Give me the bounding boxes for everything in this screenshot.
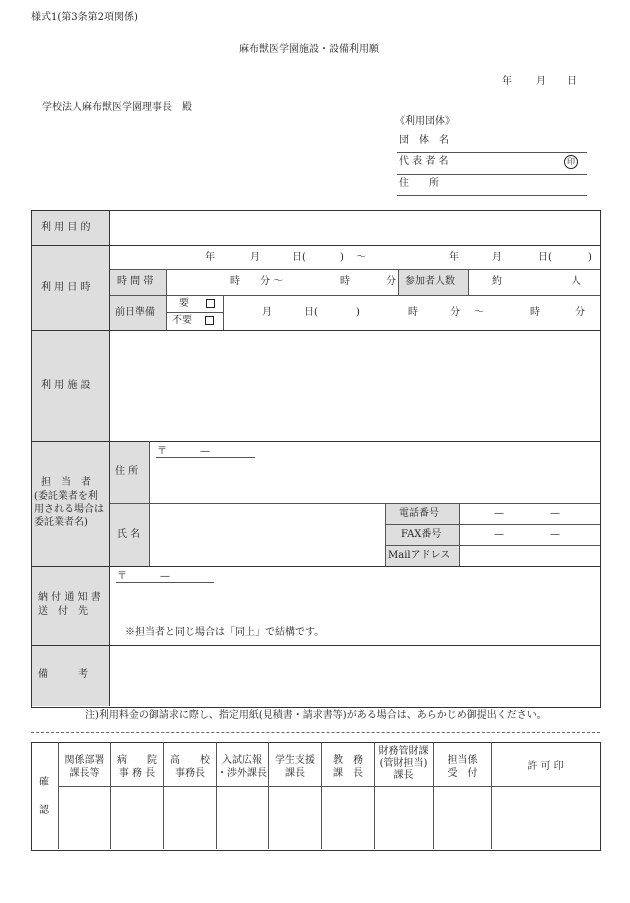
- approval-col-text: 課長: [285, 768, 305, 779]
- prep-tilde: 〜: [474, 307, 484, 318]
- period-month-2: 月: [492, 252, 502, 263]
- approval-col-text: 許 可 印: [527, 761, 564, 772]
- prep-need-checkbox[interactable]: [206, 299, 215, 308]
- prep-no-need-option[interactable]: [172, 315, 214, 327]
- prep-minute-2: 分: [575, 307, 585, 318]
- applicant-address-line: [397, 195, 587, 196]
- period-day-1: 日(: [292, 252, 306, 263]
- org-name-line: [397, 152, 587, 153]
- seal-mark: 印: [564, 155, 578, 169]
- notice-postal-line: [116, 582, 214, 583]
- approval-col-text: 課 長: [333, 768, 363, 779]
- prep-hour-2: 時: [530, 307, 540, 318]
- prep-need-label: 要: [179, 298, 189, 309]
- period-month-1: 月: [250, 252, 260, 263]
- contact-note-2: 用される場合は: [34, 504, 104, 515]
- period-paren-1: ): [340, 252, 344, 263]
- approval-col-text: (管財担当): [379, 758, 428, 769]
- approval-col-student-support: [269, 754, 321, 780]
- contact-address-label: 住 所: [115, 466, 139, 477]
- approval-col-text: 教 務: [333, 755, 363, 766]
- notice-postal-dash: —: [160, 571, 170, 582]
- applicant-address-label: 住 所: [399, 178, 439, 189]
- contact-note-1: (委託業者を利: [34, 491, 98, 502]
- row-divider: [166, 312, 223, 313]
- period-year-1: 年: [205, 252, 215, 263]
- approval-col-text: 病 院: [117, 755, 157, 766]
- approval-col-text: 財務管財課: [378, 746, 429, 757]
- participants-label: 参加者人数: [405, 276, 455, 287]
- facility-label: 利 用 施 設: [41, 380, 91, 391]
- row-divider: [31, 245, 600, 246]
- period-day-2: 日(: [538, 252, 552, 263]
- approval-col-text: ・渉外課長: [217, 768, 267, 779]
- time-hour-1: 時: [230, 276, 240, 287]
- col-divider: [385, 503, 386, 566]
- form-number: 様式1(第3条第2項関係): [31, 12, 138, 23]
- approval-col-text: 受 付: [447, 768, 478, 779]
- approval-col-hospital: [111, 754, 163, 780]
- approval-col-dept: [59, 754, 110, 780]
- approval-header-divider: [58, 786, 600, 787]
- approval-col-text: 事 務 長: [118, 768, 156, 779]
- period-tilde: 〜: [356, 252, 366, 263]
- notice-postal-mark: 〒: [117, 571, 127, 582]
- prep-no-need-checkbox[interactable]: [205, 316, 214, 325]
- period-paren-2: ): [588, 252, 592, 263]
- approval-col-text: 担当係: [447, 755, 478, 766]
- approval-col-text: 入試広報: [222, 755, 262, 766]
- tel-label: 電話番号: [399, 508, 439, 519]
- prep-month: 月: [262, 307, 272, 318]
- approval-col-text: 課長等: [69, 768, 100, 779]
- prep-paren: ): [356, 307, 360, 318]
- remarks-label: 備 考: [38, 669, 88, 680]
- footnote: 注)利用料金の御請求に際し、指定用紙(見積書・請求書等)がある場合は、あらかじめ御提出ください。: [85, 710, 547, 721]
- approval-col-text: 関係部署: [64, 755, 105, 766]
- row-divider: [31, 330, 600, 331]
- org-name-label: 団 体 名: [399, 135, 449, 146]
- representative-label: 代 表 者 名: [399, 156, 449, 167]
- prep-need-option[interactable]: [179, 298, 215, 310]
- col-divider: [459, 503, 460, 566]
- contact-postal-mark: 〒: [157, 446, 167, 457]
- approval-col-text: 事務長: [175, 768, 205, 779]
- contact-label: 担 当 者: [41, 477, 91, 488]
- approval-col-receptionist: [434, 754, 491, 780]
- same-note: ※担当者と同じ場合は「同上」で結構です。: [125, 627, 325, 638]
- fax-label: FAX番号: [401, 529, 442, 540]
- time-minute-1: 分 〜: [260, 276, 284, 287]
- col-divider: [398, 269, 399, 295]
- prep-minute-1: 分: [450, 307, 460, 318]
- approval-col-finance: [374, 746, 433, 782]
- col-divider: [468, 269, 469, 295]
- fax-dash-2: —: [550, 529, 560, 540]
- prep-hour-1: 時: [408, 307, 418, 318]
- timeslot-label: 時 間 帯: [117, 276, 154, 287]
- approval-col-permission-seal: [492, 760, 599, 773]
- label-column-divider: [109, 210, 110, 706]
- row-divider: [31, 645, 600, 646]
- col-divider: [149, 441, 150, 566]
- approval-col-academic: [322, 754, 374, 780]
- approval-col-text: 学生支援: [275, 755, 315, 766]
- approval-col-highschool: [164, 754, 216, 780]
- applicant-section-title: 《利用団体》: [395, 116, 455, 127]
- contact-postal-line: [156, 457, 255, 458]
- contact-note-3: 委託業者名): [34, 517, 88, 528]
- purpose-label: 利 用 目 的: [41, 222, 91, 233]
- time-hour-2: 時: [340, 276, 350, 287]
- prep-label: 前日準備: [115, 307, 155, 318]
- row-divider: [31, 566, 600, 567]
- col-divider: [166, 269, 167, 330]
- representative-line: [397, 174, 587, 175]
- approval-col-text: 高 校: [170, 755, 210, 766]
- row-divider: [31, 441, 600, 442]
- datetime-label: 利 用 日 時: [41, 282, 91, 293]
- notice-label-2: 送 付 先: [38, 606, 88, 617]
- addressee: 学校法人麻布獣医学園理事長 殿: [42, 102, 192, 113]
- row-divider: [109, 269, 600, 270]
- fax-dash-1: —: [494, 529, 504, 540]
- tel-dash-1: —: [494, 508, 504, 519]
- participants-approx: 約: [492, 276, 502, 287]
- notice-label: 納 付 通 知 書: [38, 592, 101, 603]
- tel-dash-2: —: [550, 508, 560, 519]
- date-day-label: 日: [567, 76, 577, 87]
- row-divider: [109, 295, 600, 296]
- row-divider: [109, 503, 600, 504]
- page-title: 麻布獣医学園施設・設備利用願: [239, 44, 379, 55]
- participants-unit: 人: [571, 276, 581, 287]
- prep-day: 日(: [304, 307, 318, 318]
- contact-postal-dash: —: [200, 446, 210, 457]
- cut-line: [31, 732, 600, 733]
- period-year-2: 年: [449, 252, 459, 263]
- approval-col-divider: [491, 742, 492, 849]
- confirm-label-2: 認: [39, 805, 49, 816]
- confirm-label-1: 確: [39, 777, 49, 788]
- date-month-label: 月: [536, 76, 546, 87]
- date-year-label: 年: [502, 76, 512, 87]
- col-divider: [223, 295, 224, 330]
- row-divider: [385, 545, 600, 546]
- mail-label: Mailアドレス: [388, 550, 451, 561]
- time-minute-2: 分: [386, 276, 396, 287]
- contact-name-label: 氏 名: [117, 529, 141, 540]
- prep-no-need-label: 不要: [172, 315, 192, 326]
- approval-col-text: 課長: [393, 770, 414, 781]
- approval-col-admissions: [216, 754, 268, 780]
- row-divider: [385, 524, 600, 525]
